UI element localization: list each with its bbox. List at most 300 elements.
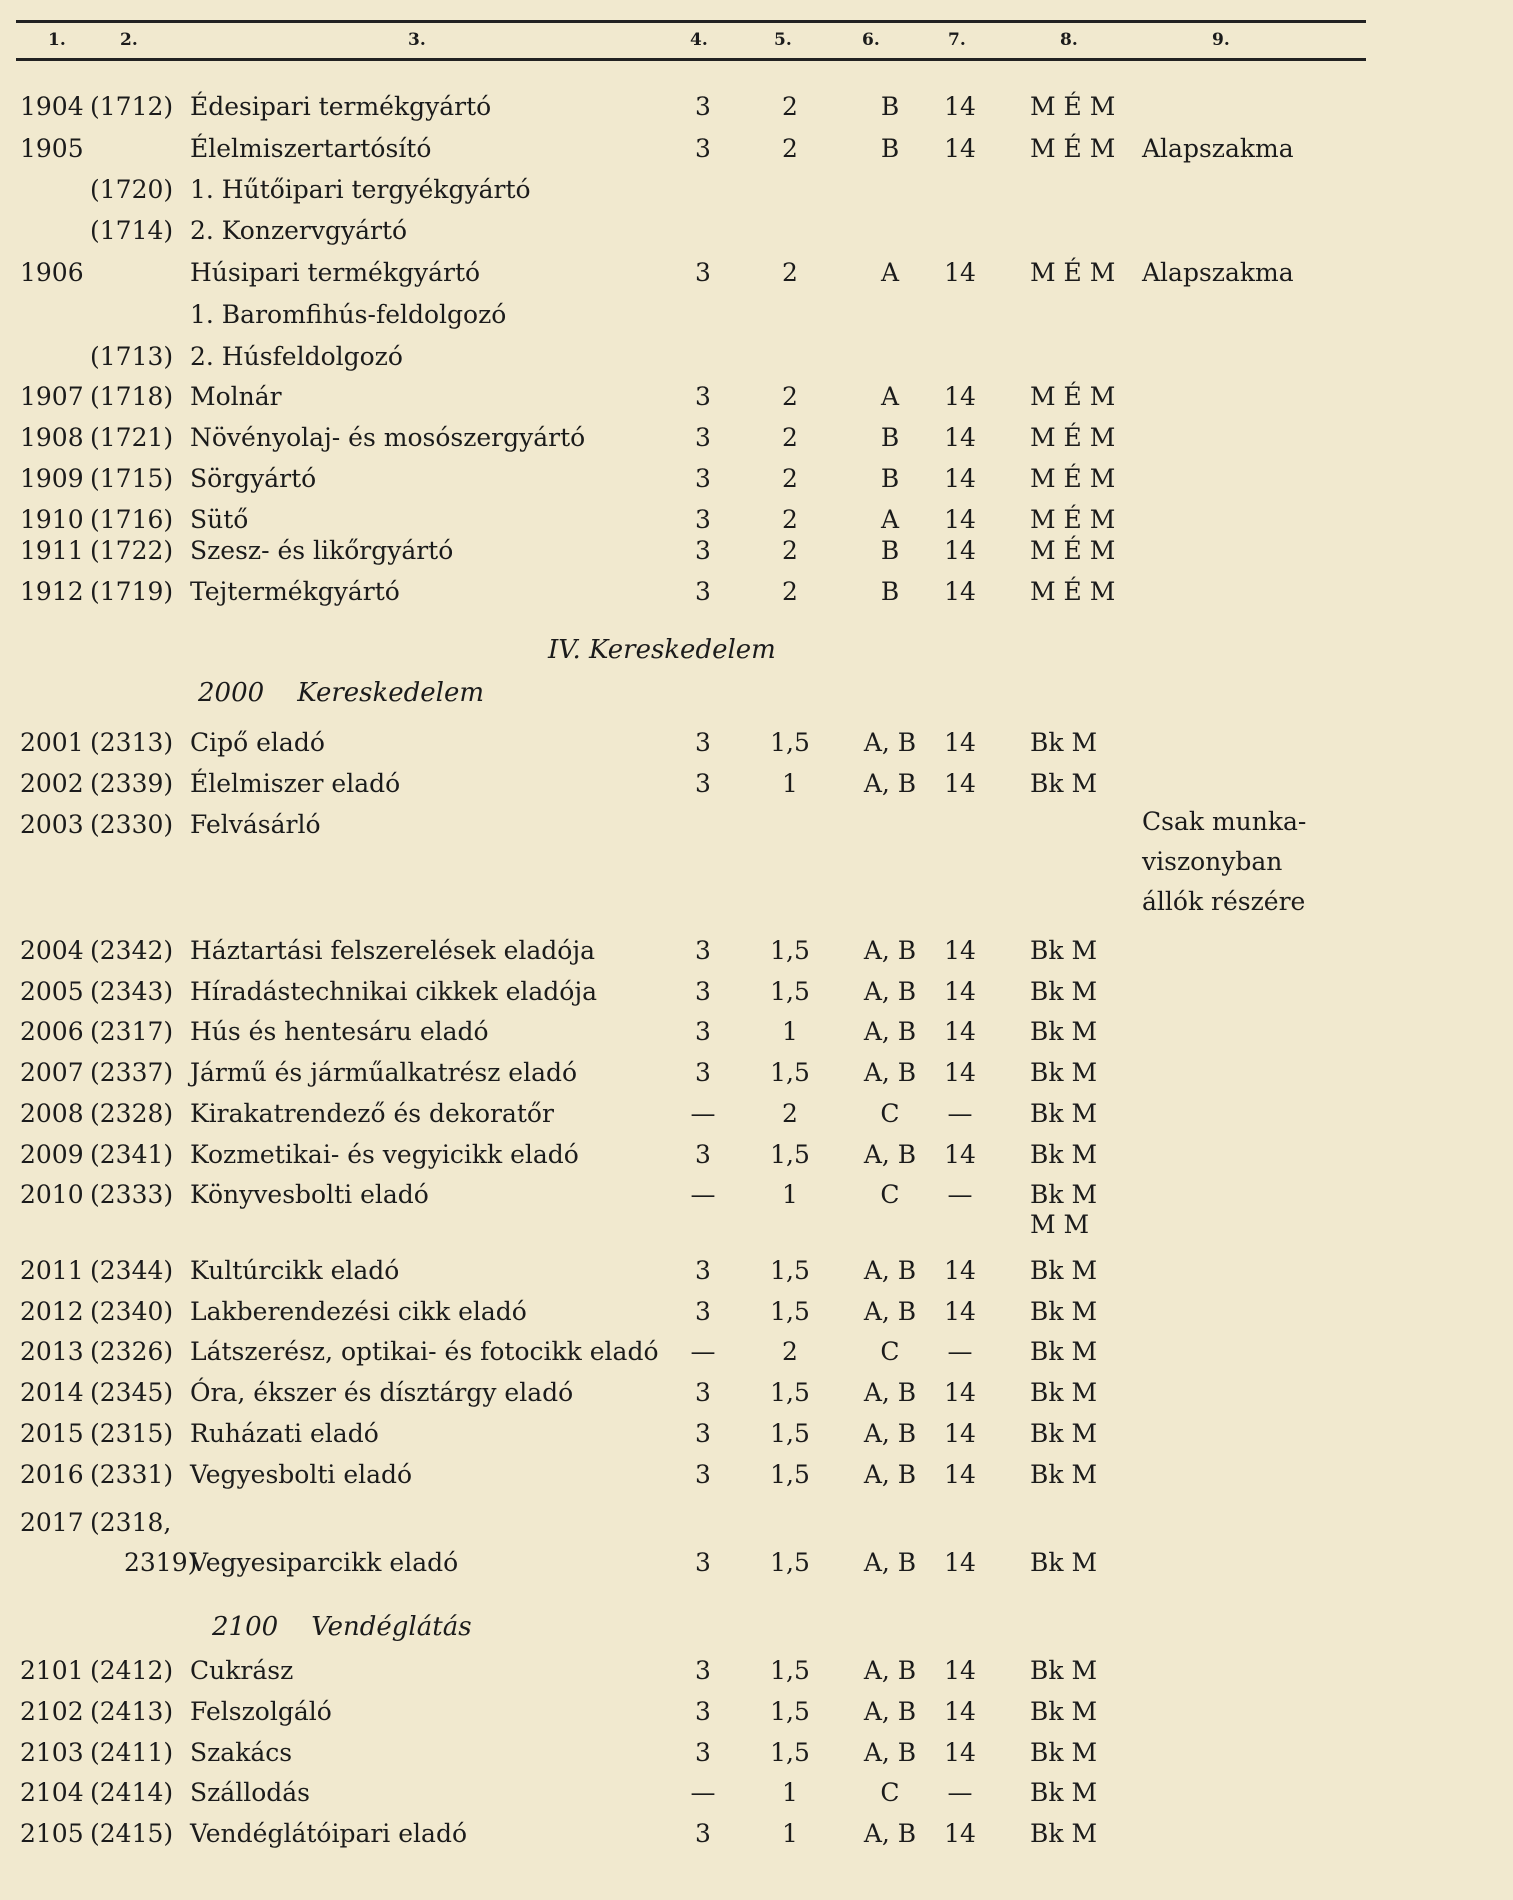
table-row — [0, 90, 1513, 124]
cell-c5: 1,5 — [770, 1738, 810, 1767]
cell-c4: 3 — [695, 258, 711, 287]
table-row — [0, 1817, 1513, 1851]
cell-c3: Lakberendezési cikk eladó — [190, 1297, 527, 1326]
cell-c3: Óra, ékszer és dísztárgy eladó — [190, 1378, 574, 1407]
cell-c3: Felvásárló — [190, 810, 321, 839]
top-rule — [16, 20, 1366, 23]
cell-c8: Bk M — [1030, 936, 1098, 965]
cell-c4: — — [690, 1337, 716, 1366]
cell-c6: A, B — [863, 1738, 917, 1767]
cell-c5: 1,5 — [770, 1419, 810, 1448]
table-row — [0, 1458, 1513, 1492]
cell-c7: — — [947, 1337, 973, 1366]
cell-c7: 14 — [944, 1017, 976, 1046]
cell-c7: 14 — [944, 92, 976, 121]
cell-c3: Növényolaj- és mosószergyártó — [190, 423, 586, 452]
cell-c2: (1720) — [90, 175, 174, 204]
cell-c2: (2342) — [90, 936, 174, 965]
note-2003 — [1142, 802, 1306, 922]
cell-c5: 2 — [782, 258, 798, 287]
cell-c6: C — [880, 1099, 900, 1128]
cell-c5: 1,5 — [770, 936, 810, 965]
cell-c8: Bk M — [1030, 1180, 1098, 1209]
column-header: 6. — [862, 30, 880, 50]
cell-c6: A — [880, 258, 900, 287]
cell-c3: 1. Hűtőipari tergyékgyártó — [190, 175, 531, 204]
cell-c2: (2315) — [90, 1419, 174, 1448]
cell-c1: 2101 — [20, 1656, 84, 1685]
cell-c5: 1,5 — [770, 1656, 810, 1685]
cell-c6: A, B — [863, 1819, 917, 1848]
cell-c6: A, B — [863, 1017, 917, 1046]
cell-c7: 14 — [944, 1419, 976, 1448]
cell-c3: Kirakatrendező és dekoratőr — [190, 1099, 554, 1128]
cell-c3: Felszolgáló — [190, 1697, 332, 1726]
cell-c4: 3 — [695, 423, 711, 452]
cell-c6: A, B — [863, 728, 917, 757]
note-line: Csak munka- — [1142, 807, 1307, 836]
cell-c6: B — [880, 536, 900, 565]
cell-c2: (2328) — [90, 1099, 174, 1128]
cell-c6: A, B — [863, 1697, 917, 1726]
cell-c2: (2344) — [90, 1256, 174, 1285]
table-row — [0, 1695, 1513, 1729]
cell-c5: 2 — [782, 134, 798, 163]
cell-c7: 14 — [944, 1697, 976, 1726]
table-row — [0, 1654, 1513, 1688]
table-row — [0, 934, 1513, 968]
cell-c8: M É M — [1030, 505, 1116, 534]
cell-c4: 3 — [695, 1419, 711, 1448]
cell-c3: Látszerész, optikai- és fotocikk eladó — [190, 1337, 659, 1366]
cell-c6: A, B — [863, 1256, 917, 1285]
cell-col4: 3 — [695, 1548, 711, 1577]
cell-c8: Bk M — [1030, 1738, 1098, 1767]
cell-c6: B — [880, 464, 900, 493]
subsection-title: Vendéglátás — [311, 1612, 472, 1642]
table-row — [0, 462, 1513, 496]
table-row — [0, 1254, 1513, 1288]
cell-c1: 2012 — [20, 1297, 84, 1326]
cell-c4: 3 — [695, 1656, 711, 1685]
table-row — [0, 1138, 1513, 1172]
cell-c4: 3 — [695, 1819, 711, 1848]
cell-c3: Szesz- és likőrgyártó — [190, 536, 454, 565]
cell-c3: 1. Baromfihús-feldolgozó — [190, 300, 507, 329]
cell-c6: A, B — [863, 1058, 917, 1087]
subsection-code: 2100 — [212, 1612, 279, 1642]
cell-c3: Hús és hentesáru eladó — [190, 1017, 489, 1046]
cell-c1: 2002 — [20, 769, 84, 798]
cell-c3: Sütő — [190, 505, 249, 534]
cell-c1: 2007 — [20, 1058, 84, 1087]
cell-c4: — — [690, 1180, 716, 1209]
cell-col7: 14 — [944, 1548, 976, 1577]
cell-c5: 2 — [782, 92, 798, 121]
cell-c5: 2 — [782, 382, 798, 411]
cell-c8: Bk M — [1030, 769, 1098, 798]
table-row — [0, 256, 1513, 290]
cell-c3: Könyvesbolti eladó — [190, 1180, 429, 1209]
cell-c7: 14 — [944, 728, 976, 757]
subsection-heading-2100 — [212, 1612, 472, 1642]
cell-c6: B — [880, 134, 900, 163]
cell-c4: 3 — [695, 536, 711, 565]
table-row — [0, 1056, 1513, 1090]
cell-c4: 3 — [695, 977, 711, 1006]
cell-c4: 3 — [695, 1256, 711, 1285]
cell-c5: 1,5 — [770, 1697, 810, 1726]
table-row — [0, 380, 1513, 414]
cell-c6: C — [880, 1337, 900, 1366]
cell-c8: Bk M — [1030, 1337, 1098, 1366]
row-2010-extra — [0, 1208, 1513, 1242]
table-row-2017 — [0, 1506, 1513, 1540]
cell-c2: (2340) — [90, 1297, 174, 1326]
cell-c6: B — [880, 423, 900, 452]
column-header: 4. — [690, 30, 708, 50]
cell-c2: (2343) — [90, 977, 174, 1006]
cell-c2: (1719) — [90, 577, 174, 606]
table-row — [0, 132, 1513, 166]
cell-c3: Szállodás — [190, 1778, 310, 1807]
cell-c1: 1904 — [20, 92, 84, 121]
table-row — [0, 421, 1513, 455]
cell-c2: (2330) — [90, 810, 174, 839]
cell-c3: Cukrász — [190, 1656, 294, 1685]
cell-c4: 3 — [695, 1297, 711, 1326]
cell-c6: A, B — [863, 1378, 917, 1407]
cell-c2: (2317) — [90, 1017, 174, 1046]
cell-c4: 3 — [695, 92, 711, 121]
cell-c8: Bk M — [1030, 1099, 1098, 1128]
cell-c8: M É M — [1030, 258, 1116, 287]
table-row — [0, 975, 1513, 1009]
cell-c5: 1,5 — [770, 1378, 810, 1407]
column-header: 8. — [1060, 30, 1078, 50]
cell-c8: M É M — [1030, 92, 1116, 121]
cell-c8: M É M — [1030, 464, 1116, 493]
cell-c5: 1,5 — [770, 728, 810, 757]
section-heading-iv: IV. Kereskedelem — [548, 635, 776, 665]
cell-c1: 1911 — [20, 536, 84, 565]
cell-c3: Híradástechnikai cikkek eladója — [190, 977, 598, 1006]
cell-c8: Bk M — [1030, 1256, 1098, 1285]
cell-c8: Bk M — [1030, 1778, 1098, 1807]
cell-c7: 14 — [944, 1256, 976, 1285]
table-row — [0, 173, 1513, 207]
cell-c3: Édesipari termékgyártó — [190, 92, 492, 121]
cell-c4: 3 — [695, 382, 711, 411]
cell-c1: 2004 — [20, 936, 84, 965]
cell-c5: 2 — [782, 1099, 798, 1128]
cell-c1: 1906 — [20, 258, 84, 287]
cell-c7: 14 — [944, 1460, 976, 1489]
cell-c6: A, B — [863, 1656, 917, 1685]
cell-c4: 3 — [695, 577, 711, 606]
table-row — [0, 1178, 1513, 1212]
cell-code: 2017 — [20, 1508, 84, 1537]
cell-c6: B — [880, 577, 900, 606]
cell-c9: Alapszakma — [1142, 134, 1294, 163]
cell-c2: (2411) — [90, 1738, 174, 1767]
cell-c5: 1,5 — [770, 977, 810, 1006]
cell-c4: 3 — [695, 1697, 711, 1726]
cell-c7: 14 — [944, 577, 976, 606]
cell-c8: Bk M — [1030, 1297, 1098, 1326]
cell-c3: 2. Húsfeldolgozó — [190, 342, 403, 371]
table-row — [0, 1417, 1513, 1451]
cell-c4: 3 — [695, 936, 711, 965]
cell-c6: A, B — [863, 977, 917, 1006]
cell-c1: 2016 — [20, 1460, 84, 1489]
cell-c5: 1,5 — [770, 1256, 810, 1285]
cell-c2: (2326) — [90, 1337, 174, 1366]
cell-c5: 2 — [782, 505, 798, 534]
cell-c1: 1908 — [20, 423, 84, 452]
cell-c8: Bk M — [1030, 1058, 1098, 1087]
cell-c4: 3 — [695, 769, 711, 798]
cell-c7: — — [947, 1180, 973, 1209]
cell-c4: 3 — [695, 134, 711, 163]
cell-c3: Cipő eladó — [190, 728, 325, 757]
cell-c7: 14 — [944, 382, 976, 411]
cell-c4: 3 — [695, 728, 711, 757]
table-row — [0, 1097, 1513, 1131]
cell-c1: 2006 — [20, 1017, 84, 1046]
note-line: viszonyban — [1142, 847, 1283, 876]
table-row-2017-cont — [0, 1546, 1513, 1580]
cell-c5: 1 — [782, 1180, 798, 1209]
cell-c3: Jármű és járműalkatrész eladó — [190, 1058, 578, 1087]
cell-c8: M É M — [1030, 577, 1116, 606]
table-row — [0, 726, 1513, 760]
subsection-code: 2000 — [198, 678, 265, 708]
cell-c7: — — [947, 1099, 973, 1128]
cell-c2: (1722) — [90, 536, 174, 565]
cell-c2: (1718) — [90, 382, 174, 411]
table-row — [0, 1015, 1513, 1049]
cell-c2: (2412) — [90, 1656, 174, 1685]
cell-c8: Bk M — [1030, 1140, 1098, 1169]
table-row — [0, 534, 1513, 568]
cell-c4: — — [690, 1778, 716, 1807]
column-header: 1. — [48, 30, 66, 50]
cell-c6: B — [880, 92, 900, 121]
cell-c7: 14 — [944, 769, 976, 798]
cell-c7: 14 — [944, 423, 976, 452]
cell-c4: 3 — [695, 1378, 711, 1407]
cell-c4: 3 — [695, 1017, 711, 1046]
table-row — [0, 340, 1513, 374]
cell-c4: 3 — [695, 464, 711, 493]
table-row — [0, 767, 1513, 801]
header-rule — [16, 58, 1366, 61]
cell-c4: 3 — [695, 1058, 711, 1087]
cell-c5: 2 — [782, 536, 798, 565]
cell-c5: 2 — [782, 577, 798, 606]
cell-ministry: M M — [1030, 1210, 1090, 1239]
column-header: 2. — [120, 30, 138, 50]
cell-c8: Bk M — [1030, 1697, 1098, 1726]
cell-c8: Bk M — [1030, 728, 1098, 757]
cell-c5: 2 — [782, 423, 798, 452]
cell-c5: 1 — [782, 769, 798, 798]
table-row — [0, 214, 1513, 248]
note-line: állók részére — [1142, 887, 1306, 916]
cell-c7: 14 — [944, 1058, 976, 1087]
cell-c6: A — [880, 505, 900, 534]
cell-c1: 2011 — [20, 1256, 84, 1285]
cell-c7: — — [947, 1778, 973, 1807]
cell-c7: 14 — [944, 1297, 976, 1326]
cell-c2: (1714) — [90, 216, 174, 245]
table-row — [0, 1376, 1513, 1410]
cell-c3: Vendéglátóipari eladó — [190, 1819, 468, 1848]
cell-c8: Bk M — [1030, 1378, 1098, 1407]
cell-c3: Háztartási felszerelések eladója — [190, 936, 596, 965]
cell-c6: A, B — [863, 769, 917, 798]
cell-c2: (2337) — [90, 1058, 174, 1087]
cell-c7: 14 — [944, 134, 976, 163]
cell-c7: 14 — [944, 1738, 976, 1767]
cell-c2: (2345) — [90, 1378, 174, 1407]
cell-c3: Ruházati eladó — [190, 1419, 379, 1448]
cell-c6: A — [880, 382, 900, 411]
cell-c3: Húsipari termékgyártó — [190, 258, 481, 287]
cell-c6: A, B — [863, 1419, 917, 1448]
cell-col6: A, B — [863, 1548, 917, 1577]
table-row — [0, 503, 1513, 537]
cell-c3: Kultúrcikk eladó — [190, 1256, 400, 1285]
cell-c7: 14 — [944, 536, 976, 565]
cell-c6: A, B — [863, 936, 917, 965]
cell-c5: 1 — [782, 1778, 798, 1807]
cell-c1: 1905 — [20, 134, 84, 163]
cell-c4: 3 — [695, 1140, 711, 1169]
cell-c1: 2103 — [20, 1738, 84, 1767]
cell-c6: A, B — [863, 1140, 917, 1169]
cell-c8: Bk M — [1030, 977, 1098, 1006]
cell-c5: 1,5 — [770, 1297, 810, 1326]
cell-c1: 2008 — [20, 1099, 84, 1128]
cell-c2: (2313) — [90, 728, 174, 757]
table-row — [0, 1776, 1513, 1810]
cell-c7: 14 — [944, 977, 976, 1006]
cell-c4: 3 — [695, 1460, 711, 1489]
cell-c5: 2 — [782, 1337, 798, 1366]
cell-c6: C — [880, 1778, 900, 1807]
cell-c2: (2341) — [90, 1140, 174, 1169]
cell-c6: C — [880, 1180, 900, 1209]
cell-c1: 1907 — [20, 382, 84, 411]
cell-c5: 1,5 — [770, 1140, 810, 1169]
table-row — [0, 1736, 1513, 1770]
table-row — [0, 298, 1513, 332]
cell-c3: Élelmiszer eladó — [190, 769, 401, 798]
column-header: 9. — [1212, 30, 1230, 50]
column-header: 3. — [408, 30, 426, 50]
cell-c8: M É M — [1030, 423, 1116, 452]
cell-name: Vegyesiparcikk eladó — [190, 1548, 459, 1577]
cell-old-code: (2318, — [90, 1508, 172, 1537]
cell-c6: A, B — [863, 1460, 917, 1489]
table-row — [0, 575, 1513, 609]
cell-c7: 14 — [944, 1819, 976, 1848]
cell-c1: 2003 — [20, 810, 84, 839]
subsection-title: Kereskedelem — [297, 678, 485, 708]
cell-c4: 3 — [695, 505, 711, 534]
cell-c7: 14 — [944, 1378, 976, 1407]
cell-col5: 1,5 — [770, 1548, 810, 1577]
cell-c2: (2339) — [90, 769, 174, 798]
cell-c1: 1910 — [20, 505, 84, 534]
cell-c8: Bk M — [1030, 1819, 1098, 1848]
cell-c1: 2010 — [20, 1180, 84, 1209]
cell-c1: 2001 — [20, 728, 84, 757]
cell-c3: Szakács — [190, 1738, 293, 1767]
cell-c1: 1909 — [20, 464, 84, 493]
cell-c1: 2005 — [20, 977, 84, 1006]
cell-ministry: Bk M — [1030, 1548, 1098, 1577]
cell-c3: 2. Konzervgyártó — [190, 216, 408, 245]
cell-c4: — — [690, 1099, 716, 1128]
table-row — [0, 1335, 1513, 1369]
cell-c5: 1 — [782, 1819, 798, 1848]
cell-c2: (2415) — [90, 1819, 174, 1848]
cell-c8: Bk M — [1030, 1460, 1098, 1489]
cell-c7: 14 — [944, 936, 976, 965]
cell-c7: 14 — [944, 464, 976, 493]
cell-c2: (2333) — [90, 1180, 174, 1209]
cell-c1: 2102 — [20, 1697, 84, 1726]
cell-c8: M É M — [1030, 536, 1116, 565]
cell-c2: (1721) — [90, 423, 174, 452]
cell-c5: 1,5 — [770, 1460, 810, 1489]
cell-c5: 1 — [782, 1017, 798, 1046]
cell-c3: Sörgyártó — [190, 464, 317, 493]
cell-c3: Kozmetikai- és vegyicikk eladó — [190, 1140, 579, 1169]
cell-c3: Élelmiszertartósító — [190, 134, 432, 163]
cell-c6: A, B — [863, 1297, 917, 1326]
cell-c3: Tejtermékgyártó — [190, 577, 400, 606]
cell-c1: 2104 — [20, 1778, 84, 1807]
cell-c8: Bk M — [1030, 1656, 1098, 1685]
cell-c1: 1912 — [20, 577, 84, 606]
cell-c2: (2331) — [90, 1460, 174, 1489]
column-header: 7. — [948, 30, 966, 50]
column-header: 5. — [774, 30, 792, 50]
cell-c2: (1715) — [90, 464, 174, 493]
cell-c2: (2413) — [90, 1697, 174, 1726]
cell-c7: 14 — [944, 1140, 976, 1169]
cell-c1: 2013 — [20, 1337, 84, 1366]
cell-c3: Molnár — [190, 382, 282, 411]
cell-c2: (1713) — [90, 342, 174, 371]
cell-c2: (1712) — [90, 92, 174, 121]
cell-c8: Bk M — [1030, 1419, 1098, 1448]
cell-c9: Alapszakma — [1142, 258, 1294, 287]
cell-c8: M É M — [1030, 382, 1116, 411]
cell-c8: M É M — [1030, 134, 1116, 163]
table-row — [0, 1295, 1513, 1329]
cell-c7: 14 — [944, 258, 976, 287]
cell-c2: (1716) — [90, 505, 174, 534]
cell-c1: 2015 — [20, 1419, 84, 1448]
cell-c8: Bk M — [1030, 1017, 1098, 1046]
cell-c2: (2414) — [90, 1778, 174, 1807]
cell-c5: 1,5 — [770, 1058, 810, 1087]
